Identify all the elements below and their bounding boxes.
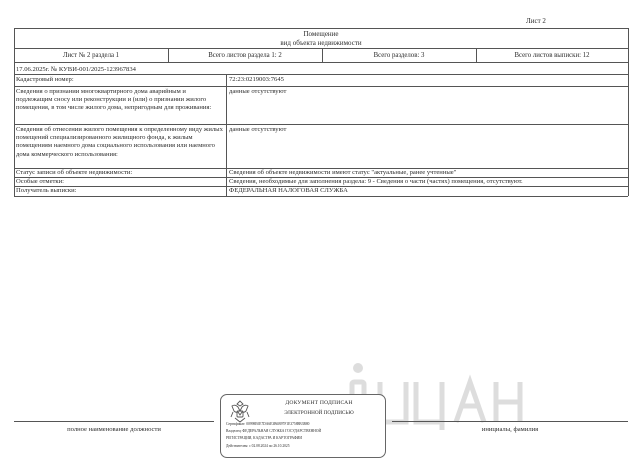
emergency-status-label: Сведения о признании многоквартирного дома аварийным и подлежащим сносу или реконструкции и (или) о признании жилого помещения, в том числе жилого дома, непригодным для проживания:	[16, 88, 212, 112]
stamp-validity: Действителен: с 02.08.2024 по 26.10.2025	[226, 444, 290, 448]
record-status-value: Сведения об объекте недвижимости имеют статус "актуальные, ранее учтенные"	[229, 169, 457, 176]
table-top-rule	[14, 74, 628, 75]
stamp-owner-line-2: РЕГИСТРАЦИИ, КАДАСТРА И КАРТОГРАФИИ	[226, 436, 302, 440]
position-caption: полное наименование должности	[67, 426, 161, 433]
recipient-label: Получатель выписки:	[16, 187, 77, 194]
specialized-housing-value: данные отсутствуют	[229, 126, 287, 133]
row-2-bottom-rule	[14, 124, 628, 125]
stamp-owner-line-1: Владелец: ФЕДЕРАЛЬНАЯ СЛУЖБА ГОСУДАРСТВЕННОЙ	[226, 429, 322, 433]
record-status-label: Статус записи об объекте недвижимости:	[16, 169, 133, 176]
row-1-bottom-rule	[14, 86, 628, 87]
row-6-bottom-rule	[14, 196, 628, 197]
summary-sheet-section: Лист № 2 раздела 1	[62, 52, 120, 59]
table-right-rule	[628, 62, 629, 196]
stamp-title: ДОКУМЕНТ ПОДПИСАН	[285, 400, 353, 406]
object-type-subtitle: вид объекта недвижимости	[280, 39, 362, 47]
table-left-rule	[14, 62, 15, 196]
special-notes-label: Особые отметки:	[16, 178, 64, 185]
heading-bottom-rule	[14, 48, 628, 49]
summary-sections-total: Всего разделов: 3	[373, 52, 425, 59]
cadastral-number-label: Кадастровый номер:	[16, 76, 74, 83]
heading-top-rule	[14, 28, 628, 29]
name-caption: инициалы, фамилия	[481, 426, 539, 433]
summary-extract-sheets: Всего листов выписки: 12	[514, 52, 590, 59]
name-signature-line	[392, 421, 628, 422]
sheet-number: Лист 2	[526, 17, 546, 25]
emergency-status-value: данные отсутствуют	[229, 88, 287, 95]
document-date-number: 17.06.2025г. № КУВИ-001/2025-123967834	[16, 66, 136, 73]
recipient-value: ФЕДЕРАЛЬНАЯ НАЛОГОВАЯ СЛУЖБА	[229, 187, 348, 194]
cadastral-number-value: 72:23:0219003:7645	[229, 76, 284, 83]
coat-of-arms-icon	[227, 398, 253, 424]
summary-bottom-rule	[14, 62, 628, 63]
heading-right-rule	[628, 28, 629, 62]
electronic-signature-stamp	[220, 394, 386, 458]
table-column-divider	[226, 74, 227, 196]
stamp-subtitle: ЭЛЕКТРОННОЙ ПОДПИСЬЮ	[284, 410, 354, 416]
object-type-title: Помещение	[303, 30, 339, 38]
specialized-housing-label: Сведения об отнесении жилого помещения к определенному виду жилых помещений специализированного жилищного фонда, к жилым помещениям наемного дома социального использования или наемного дома коммерческого использования:	[16, 126, 223, 158]
special-notes-value: Сведения, необходимые для заполнения раздела: 9 - Сведения о части (частях) помещения, отсутствуют.	[229, 178, 523, 185]
position-signature-line	[14, 421, 214, 422]
stamp-certificate: Сертификат: 00998E0E7DA6E3B6B97F1E37588B3B80	[226, 422, 310, 426]
summary-sheets-in-section: Всего листов раздела 1: 2	[208, 52, 282, 59]
